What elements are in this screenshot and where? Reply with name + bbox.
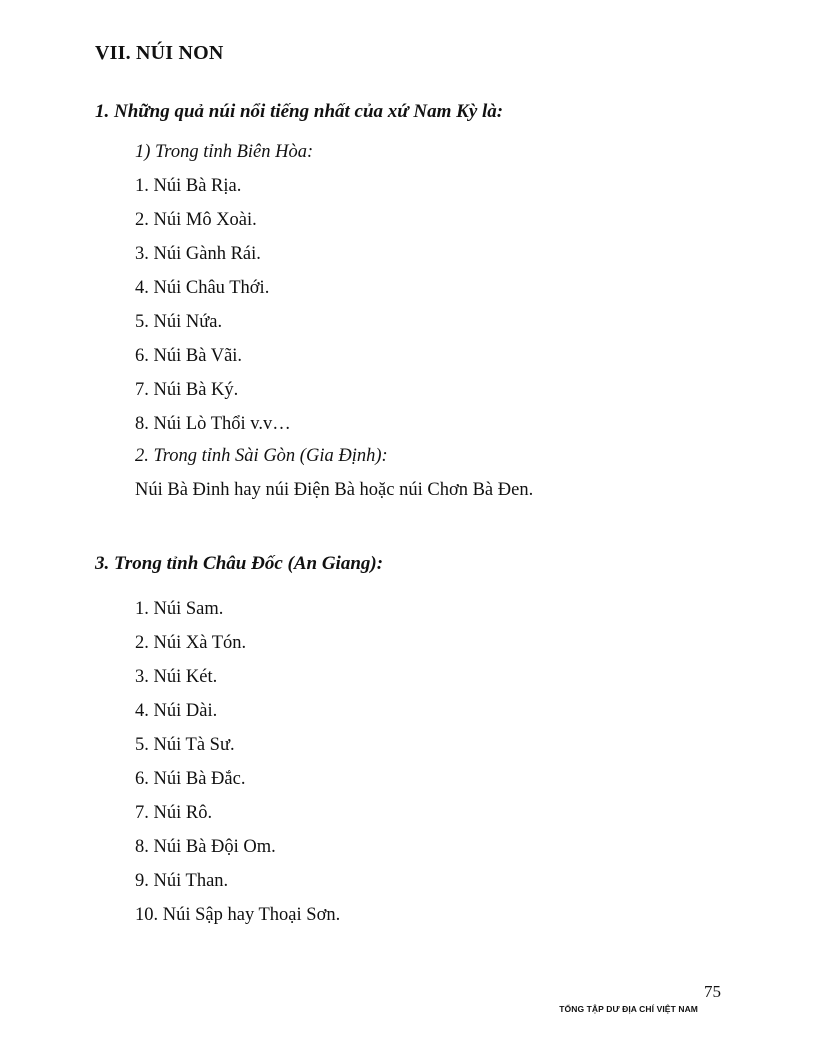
list-item: 1. Núi Bà Rịa. — [135, 176, 242, 196]
list-item: 4. Núi Dài. — [135, 701, 218, 721]
list-item: 9. Núi Than. — [135, 871, 229, 891]
bien-hoa-mountain-list — [135, 175, 291, 447]
list-item: 8. Núi Bà Đội Om. — [135, 837, 276, 857]
chau-doc-heading: 3. Trong tỉnh Châu Đốc (An Giang): — [95, 553, 384, 574]
list-item: 5. Núi Tà Sư. — [135, 735, 235, 755]
list-item: 2. Núi Mô Xoài. — [135, 210, 257, 230]
list-item: 6. Núi Bà Vãi. — [135, 346, 243, 366]
list-item: 2. Núi Xà Tón. — [135, 633, 247, 653]
page-number: 75 — [704, 982, 721, 1001]
list-item: 8. Núi Lò Thổi v.v… — [135, 414, 291, 434]
list-item: 1. Núi Sam. — [135, 599, 224, 619]
list-item: 6. Núi Bà Đắc. — [135, 769, 246, 789]
list-item: 4. Núi Châu Thới. — [135, 278, 270, 298]
mountains-heading: 1. Những quả núi nổi tiếng nhất của xứ Nam Kỳ là: — [95, 101, 504, 122]
list-item: 3. Núi Két. — [135, 667, 218, 687]
sai-gon-text: Núi Bà Đinh hay núi Điện Bà hoặc núi Chơn Bà Đen. — [135, 480, 534, 500]
list-item: 5. Núi Nứa. — [135, 312, 223, 332]
list-item: 3. Núi Gành Rái. — [135, 244, 261, 264]
list-item: 7. Núi Rô. — [135, 803, 213, 823]
bien-hoa-subheading: 1) Trong tỉnh Biên Hòa: — [135, 142, 314, 162]
section-title: VII. NÚI NON — [95, 42, 224, 64]
list-item: 7. Núi Bà Ký. — [135, 380, 239, 400]
chau-doc-mountain-list — [135, 598, 340, 938]
sai-gon-subheading: 2. Trong tỉnh Sài Gòn (Gia Định): — [135, 446, 388, 466]
list-item: 10. Núi Sập hay Thoại Sơn. — [135, 905, 341, 925]
running-footer: TỔNG TẬP DƯ ĐỊA CHÍ VIỆT NAM — [559, 1004, 698, 1014]
